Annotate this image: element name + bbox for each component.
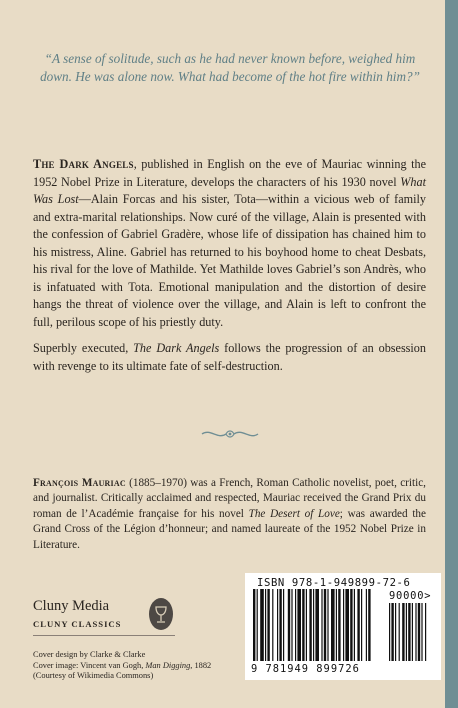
prior-novel-title: What Was Lost bbox=[33, 174, 426, 206]
publisher-name: Cluny Media bbox=[33, 598, 110, 614]
book-description bbox=[33, 156, 426, 384]
design-credit: Cover design by Clarke & Clarke bbox=[33, 650, 146, 659]
isbn-barcode bbox=[245, 573, 441, 680]
isbn-label: ISBN 978-1-949899-72-6 bbox=[257, 577, 411, 589]
image-credit: Cover image: Vincent van Gogh, Man Digging, 1882 bbox=[33, 660, 212, 670]
price-addon-digits: 90000> bbox=[389, 590, 432, 602]
cover-credits bbox=[33, 650, 233, 682]
author-name: François Mauriac bbox=[33, 477, 126, 489]
epigraph-quote: “A sense of solitude, such as he had never known before, weighed him down. He was alone now. What had become of the hot fire within him?” bbox=[40, 51, 420, 84]
series-name: CLUNY CLASSICS bbox=[33, 619, 122, 629]
spine-color-strip bbox=[445, 0, 458, 708]
description-paragraph-2: Superbly executed, The Dark Angels follows the progression of an obsession with revenge to its ultimate fate of self-destruction. bbox=[33, 341, 426, 373]
author-bio: François Mauriac (1885–1970) was a French, Roman Catholic novelist, poet, critic, and journalist. Critically acclaimed and respected, Mauriac received the Grand Prix du roman de l’Académie française for his novel The Desert of Love; was awarded the Grand Cross of the Légion d’honneur; and named laureate of the 1952 Nobel Prize in Literature. bbox=[33, 477, 426, 551]
book-title-italic: The Dark Angels bbox=[133, 341, 220, 355]
flourish-ornament-icon bbox=[200, 426, 260, 442]
chalice-seal-icon bbox=[149, 598, 173, 630]
barcode-digits: 9 781949 899726 bbox=[251, 663, 360, 675]
book-title-small-caps: The Dark Angels bbox=[33, 157, 134, 171]
courtesy-credit: (Courtesy of Wikimedia Commons) bbox=[33, 671, 154, 681]
publisher-block bbox=[33, 598, 175, 636]
description-paragraph-1: The Dark Angels, published in English on the eve of Mauriac winning the 1952 Nobel Prize in Literature, develops the characters of his 1930 novel What Was Lost—Alain Forcas and his sister, Tota—within a vicious web of family and extra-marital relationships. Now curé of the village, Alain is presented with the confession of Gabriel Gradère, whose life of dissipation has chained him to his mistress, Aline. Gabriel has returned to his boyhood home to cheat Desbats, his rival for the love of Mathilde. Yet Mathilde loves Gabriel’s son Andrès, who is infatuated with Tota. Emotional manipulation and the distortion of desire hangs the threat of violence over the village, and Alain is left to confront the full, perilous scope of his priestly duty. bbox=[33, 157, 426, 329]
award-novel-title: The Desert of Love bbox=[248, 507, 340, 520]
